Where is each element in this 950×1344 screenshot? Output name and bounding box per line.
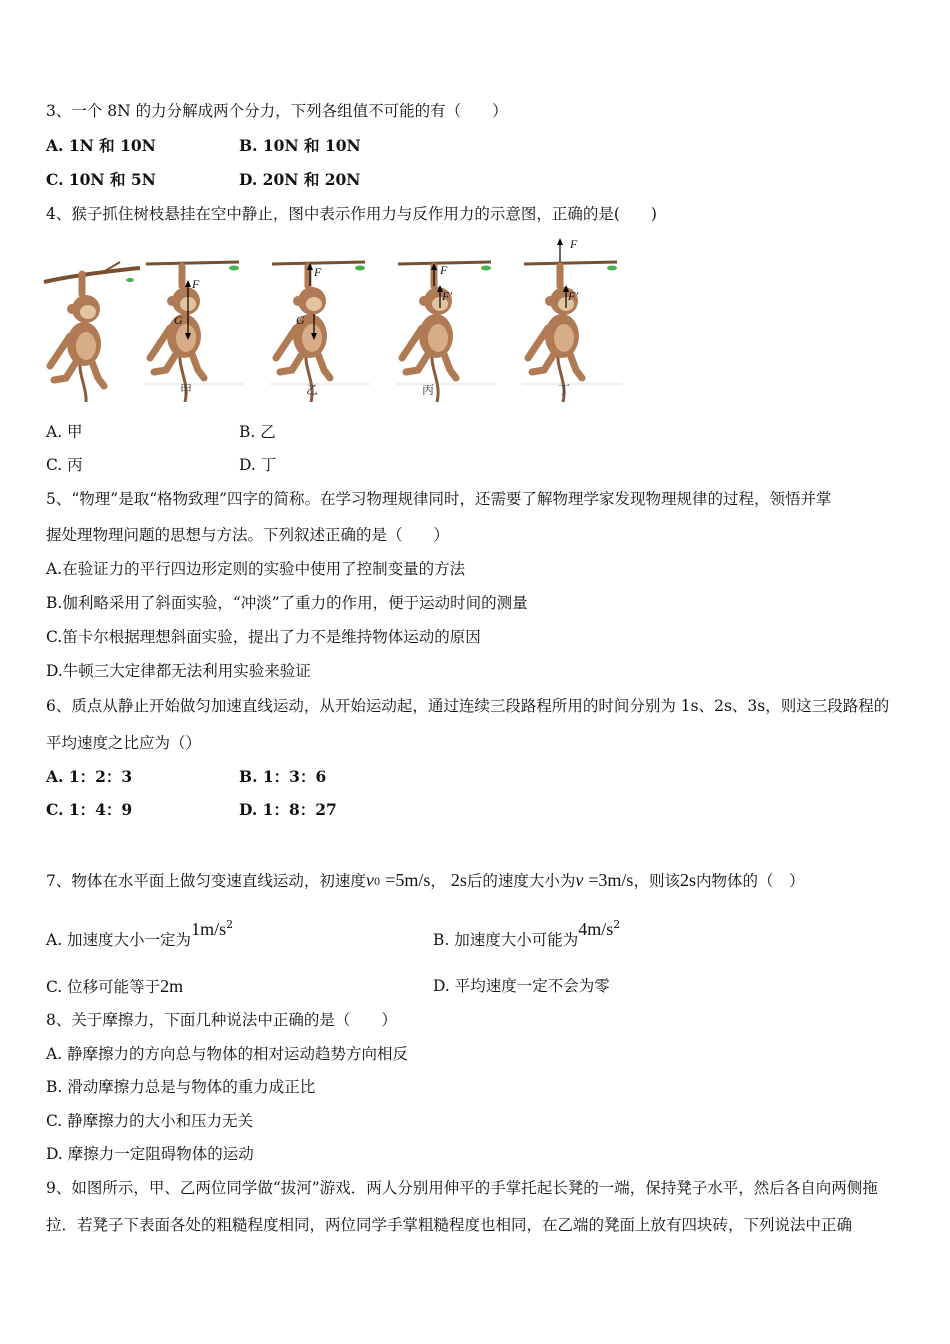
q7-option-c [46, 975, 183, 998]
q7-stem [46, 862, 805, 899]
q3-stem: 3、一个 8N 的力分解成两个分力，下列各组值不可能的有（ ） [46, 102, 508, 120]
monkey-panel-ding [522, 237, 622, 402]
q7-option-a-value: 1m/s [191, 919, 227, 939]
q6-option-d: D. 1：8：27 [239, 800, 337, 819]
q7-option-b-value: 4m/s [578, 919, 614, 939]
force-label: F′ [568, 289, 578, 303]
q7-comma: ， [430, 872, 446, 890]
q9-stem-line1: 9、如图所示，甲、乙两位同学做“拔河”游戏．两人分别用伸平的手掌托起长凳的一端，保持凳子水平，然后各自向两侧拖 [46, 1179, 878, 1197]
q4-option-b: B. 乙 [239, 423, 276, 441]
q8-option-b: B. 滑动摩擦力总是与物体的重力成正比 [46, 1078, 316, 1096]
monkey-panel-bing [396, 262, 496, 402]
q5-option-b: B.伽利略采用了斜面实验，“冲淡”了重力的作用，便于运动时间的测量 [46, 594, 528, 612]
monkey-figure [40, 236, 640, 402]
q7-option-b-text: B. 加速度大小可能为 [433, 931, 579, 949]
q3-option-a: A. 1N 和 10N [46, 136, 156, 155]
q4-option-d: D. 丁 [239, 456, 277, 474]
q3-option-d: D. 20N 和 20N [239, 170, 361, 189]
figure-label-yi: 乙 [306, 383, 319, 397]
q7-v-value: =3m/s [588, 870, 634, 890]
q7-v0-symbol: v [365, 870, 374, 890]
q8-option-d: D. 摩擦力一定阻碍物体的运动 [46, 1145, 254, 1163]
q5-stem-line2: 握处理物理问题的思想与方法。下列叙述正确的是（ ） [46, 526, 450, 544]
q7-stem-part-c: ，则该 [633, 872, 680, 890]
q6-option-a: A. 1：2：3 [46, 767, 133, 786]
force-label: F [440, 263, 448, 277]
q7-t2: 2s [679, 870, 696, 890]
q7-option-c-value: 2m [160, 976, 184, 996]
force-label: F [314, 265, 322, 279]
force-label: F [192, 277, 200, 291]
q6-stem-line2: 平均速度之比应为（） [46, 734, 202, 752]
force-label: G [174, 313, 183, 327]
q4-option-c: C. 丙 [46, 456, 83, 474]
q7-option-a-text: A. 加速度大小一定为 [46, 931, 192, 949]
q8-option-c: C. 静摩擦力的大小和压力无关 [46, 1112, 254, 1130]
force-label: G [296, 313, 305, 327]
monkey-panel-yi [270, 262, 370, 402]
q3-option-b: B. 10N 和 10N [239, 136, 361, 155]
q5-stem-line1: 5、“物理”是取“格物致理”四字的简称。在学习物理规律同时，还需要了解物理学家发现物理规律的过程，领悟并掌 [46, 490, 832, 508]
q4-option-a: A. 甲 [46, 423, 83, 441]
figure-label-ding: 丁 [558, 383, 571, 397]
q5-option-a: A.在验证力的平行四边形定则的实验中使用了控制变量的方法 [46, 560, 466, 578]
monkey-panel-plain [44, 262, 140, 402]
q7-stem-part-a: 7、物体在水平面上做匀变速直线运动，初速度 [46, 872, 366, 890]
q7-option-a-exponent: 2 [226, 918, 234, 931]
q7-t1: 2s [450, 870, 467, 890]
q7-option-d: D. 平均速度一定不会为零 [433, 977, 610, 995]
q6-option-c: C. 1：4：9 [46, 800, 133, 819]
q3-option-c: C. 10N 和 5N [46, 170, 156, 189]
q8-stem: 8、关于摩擦力，下面几种说法中正确的是（ ） [46, 1011, 397, 1029]
force-label: F′ [442, 289, 452, 303]
q7-v-symbol: v [575, 870, 584, 890]
q6-option-b: B. 1：3：6 [239, 767, 327, 786]
q7-option-c-text: C. 位移可能等于 [46, 978, 161, 996]
q7-option-b [433, 918, 621, 955]
q4-stem: 4、猴子抓住树枝悬挂在空中静止，图中表示作用力与反作用力的示意图，正确的是( ) [46, 205, 657, 223]
figure-label-bing: 丙 [422, 383, 435, 397]
q7-option-b-exponent: 2 [613, 918, 621, 931]
q7-v0-value: =5m/s [385, 870, 431, 890]
q6-stem-line1: 6、质点从静止开始做匀加速直线运动，从开始运动起，通过连续三段路程所用的时间分别为 1s、2s、3s，则这三段路程的 [46, 697, 890, 715]
force-label: F [570, 237, 578, 251]
q7-stem-part-b: 后的速度大小为 [466, 872, 576, 890]
q7-option-a [46, 918, 234, 955]
q9-stem-line2: 拉．若凳子下表面各处的粗糙程度相同，两位同学手掌粗糙程度也相同，在乙端的凳面上放有四块砖，下列说法中正确 [46, 1216, 853, 1234]
figure-label-jia: 甲 [180, 383, 193, 397]
q5-option-d: D.牛顿三大定律都无法利用实验来验证 [46, 662, 311, 680]
q8-option-a: A. 静摩擦力的方向总与物体的相对运动趋势方向相反 [46, 1045, 409, 1063]
q7-v0-subscript: 0 [373, 877, 381, 888]
q5-option-c: C.笛卡尔根据理想斜面实验，提出了力不是维持物体运动的原因 [46, 628, 481, 646]
q7-stem-part-d: 内物体的（ ） [695, 872, 805, 890]
monkey-panel-jia [144, 262, 244, 402]
